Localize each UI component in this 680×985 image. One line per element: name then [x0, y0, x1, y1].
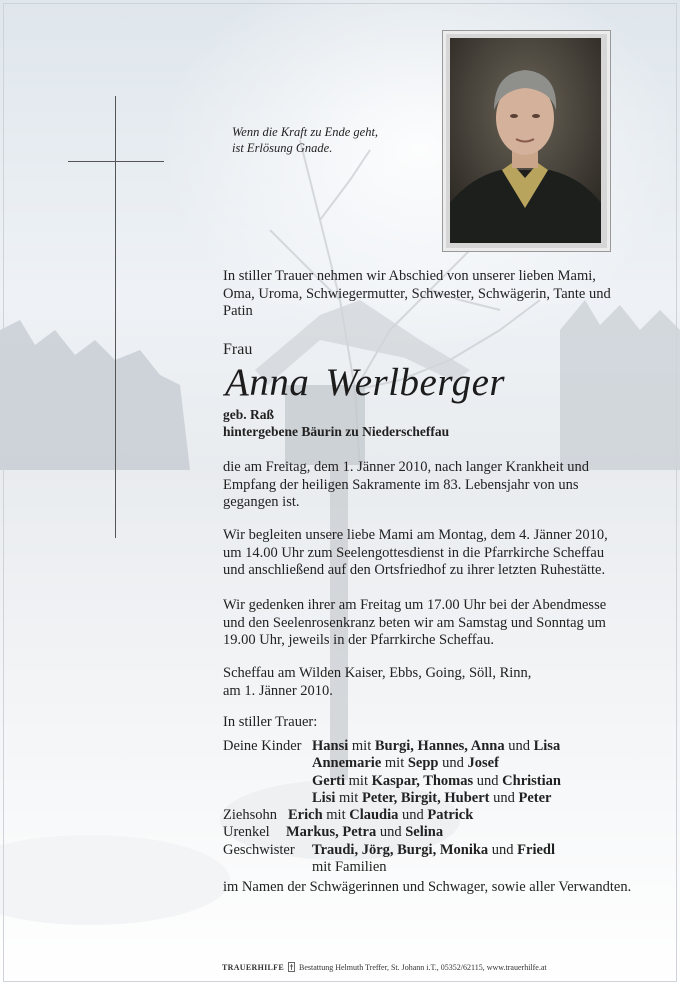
prayer-line-1: Wir gedenken ihrer am Freitag um 17.00 Uhr bei der Abendmesse: [223, 597, 607, 613]
mourner-name: Patrick: [427, 807, 474, 824]
intro-line-3: Patin: [223, 303, 253, 319]
urenkel-label: Urenkel: [223, 824, 270, 841]
connector-word: und: [376, 824, 406, 841]
mourner-name: Peter, Birgit, Hubert: [361, 789, 490, 806]
prayer-paragraph: [223, 597, 643, 650]
footer-text: Bestattung Helmuth Treffer, St. Johann i.T., 05352/62115, www.trauerhilfe.at: [298, 963, 547, 972]
death-line-1: die am Freitag, dem 1. Jänner 2010, nach langer Krankheit und: [223, 459, 590, 475]
death-notice-paragraph: [223, 459, 643, 512]
mit-familien: mit Familien: [312, 859, 387, 876]
connector-word: und: [504, 738, 534, 754]
funeral-line-3: und anschließend auf den Ortsfriedhof zu ihrer letzten Ruhestätte.: [223, 562, 606, 578]
mourner-name: Lisi: [312, 789, 336, 806]
intro-paragraph: [223, 268, 643, 321]
mourner-name: Traudi, Jörg, Burgi, Monika: [312, 841, 489, 858]
mourner-name: Lisa: [533, 738, 561, 754]
mourner-name: Gerti: [312, 772, 346, 789]
mourner-name: Sepp: [407, 755, 439, 772]
footer-brand: TRAUERHILFE: [222, 963, 284, 972]
mourner-name: Burgi, Hannes, Anna: [374, 738, 505, 754]
salutation: Frau: [223, 341, 253, 358]
mourner-name: Erich: [288, 807, 323, 824]
prayer-line-3: 19.00 Uhr, jeweils in der Pfarrkirche Scheffau.: [223, 632, 494, 648]
connector-word: und: [489, 789, 519, 806]
connector-word: und: [488, 841, 518, 858]
quote-line-1: Wenn die Kraft zu Ende geht,: [232, 125, 379, 139]
mourner-name: Hansi: [312, 738, 349, 754]
intro-line-1: In stiller Trauer nehmen wir Abschied von unserer lieben Mami,: [223, 268, 596, 284]
stiller-trauer-heading: In stiller Trauer:: [223, 714, 318, 730]
cross-horizontal-line: [68, 161, 164, 162]
death-line-3: gegangen ist.: [223, 494, 300, 510]
mourner-name: Selina: [405, 824, 444, 841]
connector-word: mit: [345, 772, 372, 789]
connector-word: und: [473, 772, 503, 789]
cross-vertical-line: [115, 96, 116, 538]
closing-line: im Namen der Schwägerinnen und Schwager, sowie aller Verwandten.: [223, 879, 632, 895]
kinder-label: Deine Kinder: [223, 738, 302, 754]
mourner-name: Friedl: [517, 841, 556, 858]
place-line-1: Scheffau am Wilden Kaiser, Ebbs, Going, Söll, Rinn,: [223, 665, 532, 681]
mourner-name: Annemarie: [312, 755, 382, 772]
quote-line-2: ist Erlösung Gnade.: [232, 141, 333, 155]
ziehsohn-label: Ziehsohn: [223, 807, 277, 824]
memorial-quote: [232, 124, 378, 156]
mourner-name: Kaspar, Thomas: [371, 772, 474, 789]
portrait-frame: [442, 30, 611, 252]
place-date-paragraph: [223, 665, 643, 700]
funeral-line-2: um 14.00 Uhr zum Seelengottesdienst in die Pfarrkirche Scheffau: [223, 544, 605, 561]
funeral-paragraph: [223, 527, 643, 580]
mourner-name: Christian: [502, 772, 561, 789]
connector-word: mit: [381, 755, 408, 772]
connector-word: mit: [348, 738, 375, 754]
footer: [222, 962, 547, 972]
mourner-name: Peter: [518, 789, 552, 806]
deceased-name: [225, 360, 505, 405]
geschwister-label: Geschwister: [223, 841, 295, 858]
prayer-line-2: und den Seelenrosenkranz beten wir am Samstag und Sonntag um: [223, 614, 606, 631]
connector-word: mit: [335, 789, 362, 806]
mourner-name: Claudia: [349, 807, 399, 824]
intro-line-2: Oma, Uroma, Schwiegermutter, Schwester, Schwägerin, Tante und: [223, 285, 611, 302]
connector-word: mit: [322, 807, 350, 824]
deceased-details: [223, 406, 449, 440]
death-line-2: Empfang der heiligen Sakramente im 83. Lebensjahr von uns: [223, 476, 579, 493]
mourner-name: Josef: [467, 755, 499, 772]
first-name: Anna: [225, 361, 310, 404]
last-name: Werlberger: [325, 361, 506, 404]
portrait-photo: [450, 38, 601, 243]
mourner-name: Markus, Petra: [286, 824, 377, 841]
deceased-role: hintergebene Bäurin zu Niederscheffau: [223, 424, 450, 439]
funeral-line-1: Wir begleiten unsere liebe Mami am Montag, dem 4. Jänner 2010,: [223, 527, 608, 543]
place-line-2: am 1. Jänner 2010.: [223, 682, 333, 699]
connector-word: und: [398, 807, 428, 824]
connector-word: und: [438, 755, 468, 772]
trauerhilfe-logo-icon: [288, 962, 295, 972]
maiden-name: geb. Raß: [223, 407, 275, 422]
